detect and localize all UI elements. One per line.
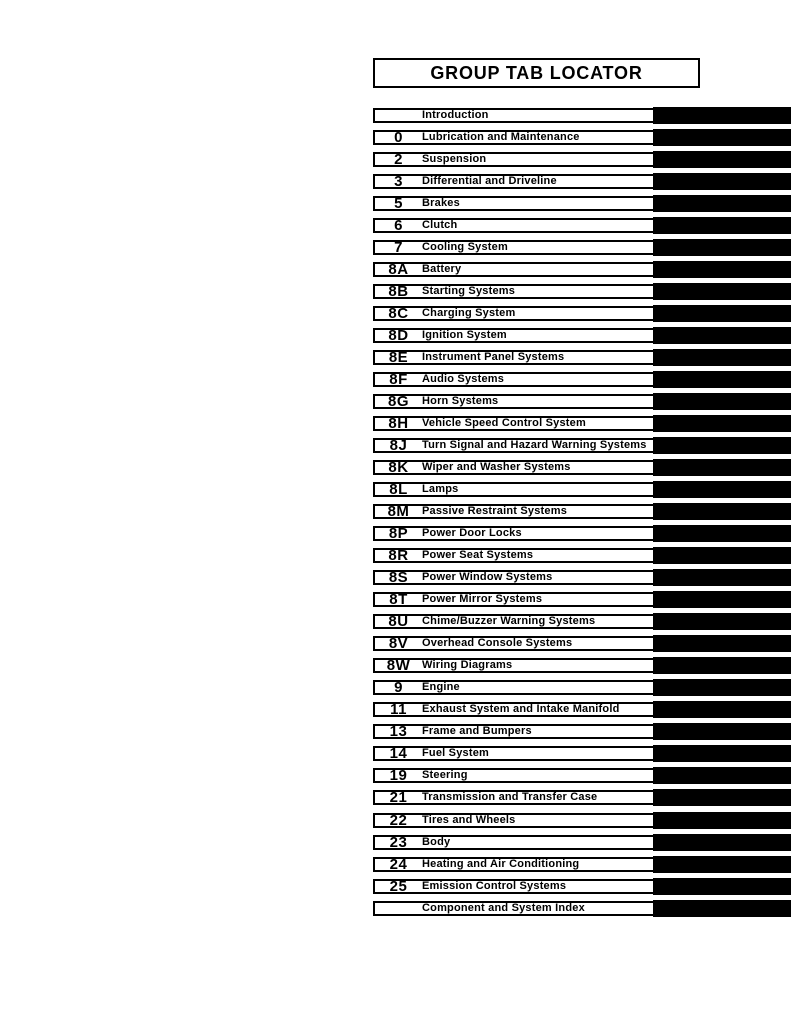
group-label: Audio Systems — [422, 373, 505, 386]
group-tab-bar — [653, 856, 791, 873]
group-row-box — [373, 196, 655, 211]
group-number: 8H — [388, 415, 409, 433]
group-number: 8C — [388, 305, 409, 323]
group-row-box — [373, 614, 655, 629]
group-number: 8V — [388, 635, 409, 653]
group-label: Heating and Air Conditioning — [422, 857, 580, 870]
group-label: Passive Restraint Systems — [422, 505, 568, 518]
group-row-box — [373, 746, 655, 761]
group-tab-bar — [653, 173, 791, 190]
group-tab-bar — [653, 151, 791, 168]
group-label: Turn Signal and Hazard Warning Systems — [422, 439, 647, 452]
group-label: Lamps — [422, 483, 459, 496]
group-label: Horn Systems — [422, 395, 499, 408]
group-tab-row — [373, 655, 791, 677]
group-number: 25 — [389, 877, 408, 895]
group-tab-row — [373, 545, 791, 567]
group-tab-row — [373, 391, 791, 413]
group-label: Power Window Systems — [422, 571, 553, 584]
group-tab-row — [373, 325, 791, 347]
group-row-box — [373, 879, 655, 894]
group-tab-row — [373, 523, 791, 545]
group-number: 8P — [388, 525, 409, 543]
group-number: 9 — [394, 679, 403, 697]
group-tab-bar — [653, 371, 791, 388]
group-number: 8S — [388, 569, 409, 587]
group-row-box — [373, 350, 655, 365]
group-row-box — [373, 724, 655, 739]
group-tab-row — [373, 787, 791, 809]
group-number: 7 — [394, 239, 403, 257]
group-row-box — [373, 790, 655, 805]
group-tab-row — [373, 171, 791, 193]
group-number: 8F — [389, 371, 408, 389]
group-row-box — [373, 680, 655, 695]
group-tab-row — [373, 832, 791, 854]
group-tab-row — [373, 633, 791, 655]
group-tab-row — [373, 281, 791, 303]
group-tab-bar — [653, 679, 791, 696]
group-number: 8L — [389, 481, 408, 499]
group-row-box — [373, 768, 655, 783]
group-label: Chime/Buzzer Warning Systems — [422, 615, 596, 628]
group-number: 8G — [387, 393, 409, 411]
group-tab-row — [373, 347, 791, 369]
group-number: 13 — [389, 723, 408, 741]
group-tab-bar — [653, 107, 791, 124]
group-tab-bar — [653, 459, 791, 476]
page-title: GROUP TAB LOCATOR — [430, 62, 643, 83]
group-number: 8E — [388, 349, 409, 367]
group-label: Charging System — [422, 307, 516, 320]
group-label: Brakes — [422, 197, 460, 210]
group-label: Power Seat Systems — [422, 549, 534, 562]
group-tab-row — [373, 215, 791, 237]
group-number: 8K — [388, 459, 409, 477]
group-row-box — [373, 218, 655, 233]
group-tab-row — [373, 303, 791, 325]
group-number: 0 — [394, 129, 403, 147]
group-tab-bar — [653, 503, 791, 520]
group-label: Power Door Locks — [422, 527, 522, 540]
group-number: 19 — [389, 767, 408, 785]
group-tab-bar — [653, 195, 791, 212]
group-row-box — [373, 702, 655, 717]
group-row-box — [373, 460, 655, 475]
group-number: 24 — [389, 855, 408, 873]
group-tab-bar — [653, 305, 791, 322]
group-row-box — [373, 482, 655, 497]
group-tab-row — [373, 699, 791, 721]
group-tab-bar — [653, 393, 791, 410]
group-tab-row — [373, 810, 791, 832]
group-tab-bar — [653, 437, 791, 454]
group-row-box — [373, 174, 655, 189]
group-number: 8A — [388, 261, 409, 279]
group-row-box — [373, 548, 655, 563]
group-number: 8D — [388, 327, 409, 345]
group-tab-bar — [653, 900, 791, 917]
group-row-box — [373, 108, 655, 123]
group-number: 8M — [387, 503, 410, 521]
group-tab-bar — [653, 217, 791, 234]
group-label: Starting Systems — [422, 285, 516, 298]
group-number: 5 — [394, 195, 403, 213]
group-tab-row — [373, 457, 791, 479]
group-number: 11 — [390, 701, 407, 719]
group-tab-bar — [653, 789, 791, 806]
group-row-box — [373, 592, 655, 607]
group-tab-bar — [653, 613, 791, 630]
group-row-box — [373, 416, 655, 431]
group-tab-row — [373, 369, 791, 391]
group-label: Instrument Panel Systems — [422, 351, 565, 364]
group-label: Suspension — [422, 153, 487, 166]
group-tab-row — [373, 259, 791, 281]
group-number: 6 — [394, 217, 403, 235]
group-tab-bar — [653, 569, 791, 586]
group-label: Fuel System — [422, 747, 490, 760]
group-row-box — [373, 372, 655, 387]
group-label: Lubrication and Maintenance — [422, 131, 580, 144]
group-number: 14 — [389, 745, 408, 763]
group-tab-row — [373, 105, 791, 127]
group-label: Body — [422, 835, 451, 848]
group-row-box — [373, 813, 655, 828]
group-tab-row — [373, 854, 791, 876]
group-label: Power Mirror Systems — [422, 593, 543, 606]
group-tab-bar — [653, 129, 791, 146]
group-tab-bar — [653, 812, 791, 829]
group-row-box — [373, 240, 655, 255]
group-row-box — [373, 504, 655, 519]
group-tab-row — [373, 677, 791, 699]
group-row-box — [373, 394, 655, 409]
group-tab-bar — [653, 415, 791, 432]
group-row-box — [373, 130, 655, 145]
group-label: Wiper and Washer Systems — [422, 461, 571, 474]
group-label: Overhead Console Systems — [422, 637, 573, 650]
group-number: 8R — [388, 547, 409, 565]
group-tab-bar — [653, 261, 791, 278]
group-tab-row — [373, 435, 791, 457]
group-tab-row — [373, 237, 791, 259]
group-tab-row — [373, 501, 791, 523]
group-row-box — [373, 152, 655, 167]
group-tab-bar — [653, 635, 791, 652]
group-tab-row — [373, 127, 791, 149]
group-label: Vehicle Speed Control System — [422, 417, 586, 430]
group-label: Frame and Bumpers — [422, 725, 532, 738]
group-tab-bar — [653, 547, 791, 564]
group-row-box — [373, 438, 655, 453]
group-tab-row — [373, 193, 791, 215]
group-number: 8W — [386, 657, 411, 675]
group-tab-bar — [653, 239, 791, 256]
group-row-box — [373, 262, 655, 277]
group-label: Tires and Wheels — [422, 813, 516, 826]
group-tab-row — [373, 721, 791, 743]
group-row-box — [373, 658, 655, 673]
group-tab-list — [373, 105, 791, 920]
group-tab-bar — [653, 591, 791, 608]
group-label: Battery — [422, 263, 462, 276]
group-row-box — [373, 857, 655, 872]
group-row-box — [373, 284, 655, 299]
group-label: Emission Control Systems — [422, 879, 567, 892]
title-box — [373, 58, 700, 88]
group-number: 22 — [389, 811, 408, 829]
group-number: 8T — [389, 591, 408, 609]
group-tab-bar — [653, 723, 791, 740]
group-label: Component and System Index — [422, 901, 585, 914]
group-number: 8J — [389, 437, 408, 455]
group-tab-bar — [653, 701, 791, 718]
group-label: Steering — [422, 769, 468, 782]
group-tab-row — [373, 743, 791, 765]
group-tab-bar — [653, 745, 791, 762]
group-tab-row — [373, 898, 791, 920]
group-label: Engine — [422, 681, 460, 694]
group-number: 8B — [388, 283, 409, 301]
group-tab-bar — [653, 481, 791, 498]
group-row-box — [373, 835, 655, 850]
group-label: Introduction — [422, 109, 489, 121]
group-row-box — [373, 328, 655, 343]
group-number: 21 — [389, 789, 408, 807]
group-tab-bar — [653, 767, 791, 784]
group-tab-bar — [653, 525, 791, 542]
group-tab-row — [373, 567, 791, 589]
group-number: 3 — [394, 173, 403, 191]
group-label: Differential and Driveline — [422, 175, 557, 188]
group-tab-row — [373, 611, 791, 633]
group-number: 8U — [388, 613, 409, 631]
group-label: Wiring Diagrams — [422, 659, 513, 672]
group-number: 23 — [389, 833, 408, 851]
group-label: Clutch — [422, 219, 458, 232]
group-tab-bar — [653, 327, 791, 344]
group-tab-row — [373, 413, 791, 435]
group-tab-bar — [653, 349, 791, 366]
group-label: Transmission and Transfer Case — [422, 791, 598, 804]
group-row-box — [373, 570, 655, 585]
group-row-box — [373, 636, 655, 651]
group-tab-bar — [653, 834, 791, 851]
group-row-box — [373, 526, 655, 541]
group-number: 2 — [394, 151, 403, 169]
group-label: Exhaust System and Intake Manifold — [422, 703, 620, 716]
group-tab-bar — [653, 283, 791, 300]
group-tab-row — [373, 589, 791, 611]
group-row-box — [373, 306, 655, 321]
group-label: Cooling System — [422, 241, 508, 254]
group-label: Ignition System — [422, 329, 507, 342]
group-tab-bar — [653, 657, 791, 674]
group-tab-row — [373, 765, 791, 787]
group-tab-row — [373, 479, 791, 501]
group-tab-bar — [653, 878, 791, 895]
group-tab-row — [373, 876, 791, 898]
group-tab-row — [373, 149, 791, 171]
group-row-box — [373, 901, 655, 916]
